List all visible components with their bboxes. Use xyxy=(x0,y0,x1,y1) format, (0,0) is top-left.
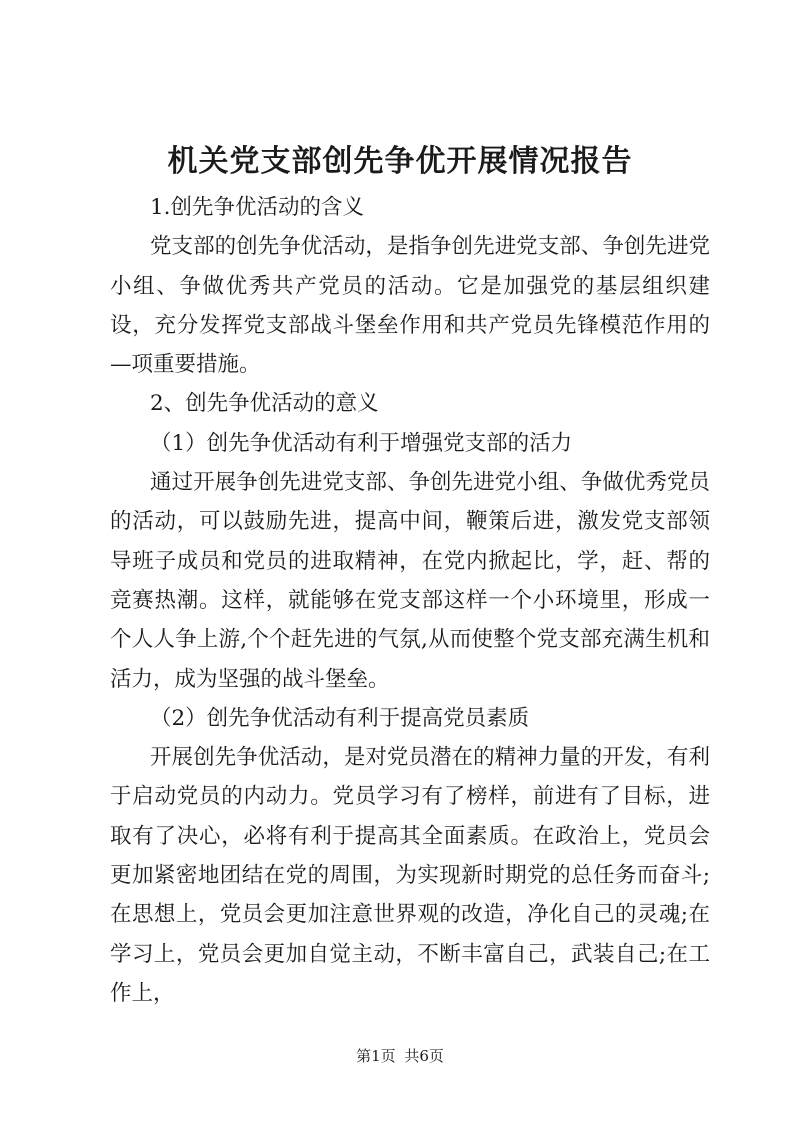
page-number: 第1页 xyxy=(356,1047,396,1065)
document-title: 机关党支部创先争优开展情况报告 xyxy=(167,144,633,179)
page-footer xyxy=(0,1046,800,1066)
document-body xyxy=(110,188,710,1013)
subsection-heading-vitality: （1）创先争优活动有利于增强党支部的活力 xyxy=(150,430,573,456)
section-heading-meaning: 1.创先争优活动的含义 xyxy=(150,195,365,220)
paragraph-definition: 党支部的创先争优活动，是指争创先进党支部、争创先进党小组、争做优秀共产党员的活动。它是加强党的基层组织建设，充分发挥党支部战斗堡垒作用和共产党员先锋模范作用的—项重要措施。 xyxy=(110,234,710,378)
page-total: 共6页 xyxy=(404,1047,444,1065)
subsection-heading-quality: （2）创先争优活动有利于提高党员素质 xyxy=(150,705,530,731)
section-heading-significance: 2、创先争优活动的意义 xyxy=(150,391,379,417)
paragraph-vitality: 通过开展争创先进党支部、争创先进党小组、争做优秀党员的活动，可以鼓励先进，提高中间，鞭策后进，激发党支部领导班子成员和党员的进取精神，在党内掀起比，学，赶、帮的竞赛热潮。这样，就能够在党支部这样一个小环境里，形成一个人人争上游,个个赶先进的气氛,从而使整个党支部充满生机和活力，成为坚强的战斗堡垒。 xyxy=(110,470,710,692)
paragraph-quality: 开展创先争优活动，是对党员潜在的精神力量的开发，有利于启动党员的内动力。党员学习有了榜样，前进有了目标，进取有了决心，必将有利于提高其全面素质。在政治上，党员会更加紧密地团结在党的周围，为实现新时期党的总任务而奋斗;在思想上，党员会更加注意世界观的改造，净化自己的灵魂;在学习上，党员会更加自觉主动，不断丰富自己，武装自己;在工作上， xyxy=(110,745,710,1006)
